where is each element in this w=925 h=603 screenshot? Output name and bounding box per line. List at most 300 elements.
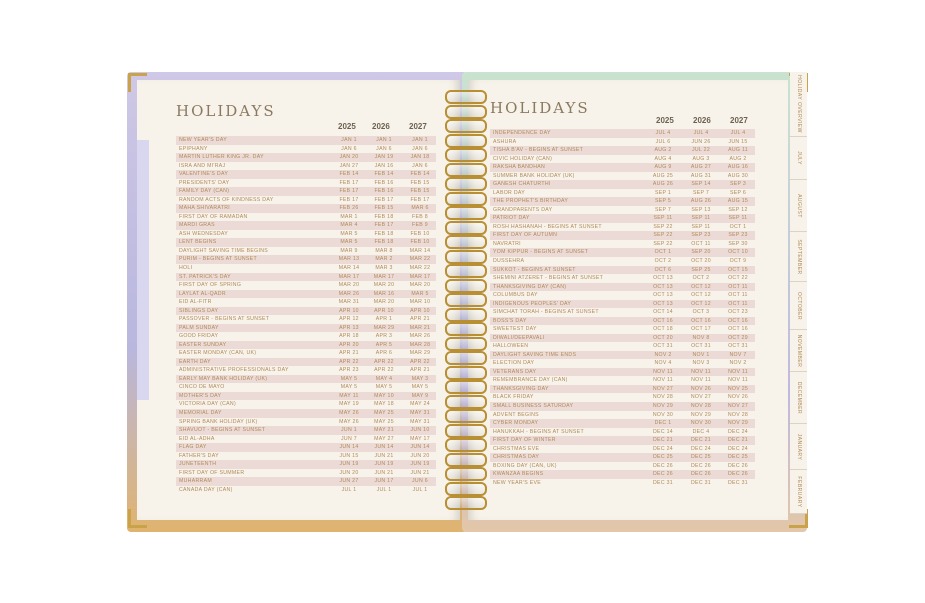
holiday-date-2026: MAR 2	[375, 256, 393, 263]
holiday-date-2026: MAY 5	[375, 384, 393, 391]
holiday-name: FAMILY DAY (CAN)	[179, 188, 230, 195]
holiday-row	[490, 470, 755, 479]
holiday-date-2027: JUN 19	[410, 461, 430, 468]
holiday-date-2027: MAY 31	[410, 418, 430, 425]
holiday-date-2027: NOV 29	[727, 420, 749, 427]
spiral-coil	[445, 206, 487, 220]
holiday-row	[176, 324, 436, 333]
holiday-date-2026: JAN 1	[376, 137, 392, 143]
holiday-date-2025: NOV 29	[652, 403, 674, 409]
holiday-name: REMEMBRANCE DAY (CAN)	[493, 377, 568, 384]
holiday-date-2026: AUG 27	[690, 164, 712, 171]
holiday-name: DUSSEHRA	[493, 257, 525, 264]
holiday-date-2026: OCT 11	[691, 240, 711, 247]
spiral-coil	[445, 192, 487, 206]
holiday-row	[176, 418, 436, 427]
holiday-name: LABOR DAY	[493, 189, 526, 196]
holiday-date-2027: DEC 24	[728, 428, 748, 435]
left-year-3: 2027	[409, 122, 427, 131]
holiday-date-2027: APR 21	[410, 367, 430, 374]
holiday-date-2027: SEP 6	[729, 189, 747, 196]
holiday-row	[490, 231, 755, 240]
holiday-name: SIBLINGS DAY	[179, 307, 219, 314]
holiday-name: INDIGENOUS PEOPLES' DAY	[493, 300, 572, 307]
holiday-row	[490, 445, 755, 454]
holiday-date-2025: OCT 13	[653, 283, 673, 290]
holiday-name: SMALL BUSINESS SATURDAY	[493, 403, 574, 409]
holiday-date-2025: APR 18	[339, 333, 359, 340]
holiday-date-2026: NOV 8	[692, 334, 710, 341]
holiday-date-2026: NOV 26	[690, 385, 712, 392]
holiday-date-2025: MAR 1	[340, 213, 358, 220]
spiral-coil	[445, 366, 487, 380]
holiday-name: MARTIN LUTHER KING JR. DAY	[179, 154, 264, 161]
holiday-name: BOSS'S DAY	[493, 317, 527, 324]
holiday-date-2026: NOV 27	[690, 394, 712, 401]
holiday-date-2025: JUN 1	[341, 427, 357, 434]
holiday-date-2026: SEP 20	[691, 249, 711, 256]
holiday-name: CHRISTMAS EVE	[493, 445, 540, 452]
holiday-date-2026: MAY 27	[374, 435, 394, 442]
right-year-2: 2026	[693, 116, 711, 125]
holiday-name: PATRIOT DAY	[493, 215, 530, 222]
holiday-row	[176, 247, 436, 256]
holiday-date-2025: SEP 22	[653, 223, 673, 230]
holiday-date-2027: DEC 31	[728, 479, 748, 486]
holiday-row	[176, 162, 436, 171]
holiday-date-2025: OCT 20	[653, 334, 673, 341]
holiday-row	[176, 383, 436, 392]
holiday-row	[490, 172, 755, 181]
month-tabs	[790, 72, 808, 517]
holiday-date-2027: MAY 24	[410, 401, 430, 408]
holiday-date-2026: JUL 22	[691, 147, 711, 154]
holiday-date-2025: DEC 25	[653, 454, 673, 461]
holiday-date-2026: JAN 16	[374, 162, 394, 169]
spiral-coil	[445, 351, 487, 365]
holiday-date-2026: FEB 18	[374, 239, 394, 246]
holiday-date-2027: APR 21	[410, 316, 430, 323]
holiday-row	[176, 469, 436, 478]
holiday-date-2026: NOV 11	[691, 377, 711, 384]
holiday-name: ELECTION DAY	[493, 360, 535, 367]
holiday-date-2025: AUG 9	[654, 164, 672, 171]
spiral-coil	[445, 424, 487, 438]
holiday-date-2027: NOV 28	[727, 411, 749, 418]
holiday-row	[490, 453, 755, 462]
holiday-date-2027: MAY 3	[411, 375, 429, 382]
holiday-date-2025: NOV 11	[653, 377, 673, 384]
holiday-date-2026: DEC 25	[691, 454, 711, 461]
holiday-date-2025: DEC 26	[653, 462, 673, 469]
holiday-row	[176, 281, 436, 290]
holiday-name: FIRST DAY OF SUMMER	[179, 469, 245, 476]
holiday-name: LAYLAT AL-QADR	[179, 290, 226, 297]
spiral-coil	[445, 482, 487, 496]
holiday-date-2026: FEB 17	[374, 222, 394, 229]
holiday-row	[490, 308, 755, 317]
holiday-name: DAYLIGHT SAVING TIME BEGINS	[179, 247, 269, 254]
spiral-coil	[445, 308, 487, 322]
holiday-date-2025: JUL 4	[655, 130, 671, 136]
tab-july[interactable]	[790, 137, 807, 180]
spiral-coil	[445, 177, 487, 191]
holiday-date-2026: NOV 11	[691, 368, 711, 375]
holiday-date-2027: JUN 21	[410, 469, 430, 476]
spiral-coil	[445, 105, 487, 119]
holiday-date-2026: MAR 16	[373, 290, 395, 297]
holiday-date-2026: MAY 4	[375, 375, 393, 382]
holiday-date-2026: FEB 18	[374, 230, 394, 237]
holiday-date-2026: SEP 13	[691, 206, 711, 213]
holiday-name: ASHURA	[493, 138, 517, 145]
holiday-name: SIMCHAT TORAH - BEGINS AT SUNSET	[493, 309, 599, 316]
holiday-date-2027: JAN 18	[410, 154, 430, 161]
holiday-date-2026: OCT 20	[691, 257, 711, 264]
holiday-name: ST. PATRICK'S DAY	[179, 273, 231, 280]
holiday-date-2027: MAY 9	[411, 392, 429, 399]
holiday-row	[490, 300, 755, 309]
holiday-row	[490, 342, 755, 351]
holiday-name: NEW YEAR'S EVE	[493, 479, 542, 486]
holiday-name: PASSOVER - BEGINS AT SUNSET	[179, 316, 270, 323]
holiday-name: GOOD FRIDAY	[179, 333, 219, 340]
holiday-date-2026: APR 6	[375, 350, 393, 357]
left-year-2: 2026	[372, 122, 390, 131]
holiday-date-2025: MAR 5	[340, 239, 358, 246]
spiral-coil	[445, 293, 487, 307]
holiday-row	[176, 426, 436, 435]
holiday-date-2025: MAR 9	[340, 247, 358, 254]
spiral-coil	[445, 235, 487, 249]
holiday-date-2025: OCT 6	[654, 266, 672, 273]
holiday-date-2026: NOV 28	[690, 403, 712, 409]
holiday-date-2027: AUG 30	[727, 172, 749, 179]
holiday-name: GRANDPARENTS DAY	[493, 206, 553, 213]
holiday-name: THANKSGIVING DAY (CAN)	[493, 283, 567, 290]
holiday-name: RAKSHA BANDHAN	[493, 164, 546, 171]
holiday-date-2027: MAR 28	[409, 341, 431, 348]
holiday-name: INDEPENDENCE DAY	[493, 130, 551, 136]
tab-january[interactable]	[790, 424, 807, 470]
holiday-date-2025: JUN 7	[341, 435, 357, 442]
holiday-date-2025: NOV 27	[652, 385, 674, 392]
holiday-date-2026: SEP 11	[691, 215, 711, 222]
holiday-date-2025: AUG 4	[654, 155, 672, 162]
holiday-name: KWANZAA BEGINS	[493, 471, 544, 478]
holiday-date-2027: MAR 17	[409, 273, 431, 280]
holiday-row	[176, 230, 436, 239]
holiday-date-2026: SEP 25	[691, 266, 711, 273]
holiday-row	[490, 325, 755, 334]
tab-label: JANUARY	[795, 433, 802, 460]
holiday-date-2026: OCT 12	[691, 300, 711, 307]
holiday-date-2027: OCT 9	[729, 257, 747, 264]
holiday-row	[176, 307, 436, 316]
holiday-date-2025: OCT 2	[654, 257, 672, 264]
holiday-name: ADVENT BEGINS	[493, 411, 539, 418]
holiday-name: PRESIDENTS' DAY	[179, 179, 230, 186]
holiday-date-2025: JUL 6	[655, 138, 671, 145]
holiday-date-2026: DEC 24	[691, 445, 711, 452]
holiday-row	[176, 400, 436, 409]
holiday-name: MARDI GRAS	[179, 222, 215, 229]
holiday-date-2027: FEB 8	[412, 213, 428, 220]
holiday-date-2027: AUG 2	[729, 155, 747, 162]
spiral-coil	[445, 438, 487, 452]
holiday-name: DIWALI/DEEPAVALI	[493, 334, 545, 341]
holiday-date-2027: DEC 25	[728, 454, 748, 461]
holiday-date-2026: FEB 14	[374, 171, 394, 178]
gold-corner-top-left	[128, 73, 147, 92]
holiday-date-2027: SEP 23	[728, 232, 748, 239]
holiday-date-2027: NOV 11	[728, 368, 748, 375]
holiday-date-2026: FEB 15	[374, 205, 394, 212]
holiday-date-2027: FEB 9	[412, 222, 428, 229]
tab-february[interactable]	[790, 470, 807, 514]
holiday-name: CYBER MONDAY	[493, 420, 539, 427]
holiday-date-2027: NOV 11	[728, 377, 748, 384]
holiday-date-2027: MAR 6	[411, 205, 429, 212]
holiday-date-2026: JUN 17	[374, 478, 394, 485]
holiday-date-2026: MAR 17	[373, 273, 395, 280]
holiday-row	[176, 349, 436, 358]
holiday-date-2025: DEC 1	[654, 420, 672, 427]
holiday-date-2027: SEP 30	[728, 240, 748, 247]
holiday-row	[176, 136, 436, 145]
holiday-row	[490, 402, 755, 411]
holiday-name: HANUKKAH - BEGINS AT SUNSET	[493, 428, 584, 435]
holiday-date-2026: NOV 3	[692, 360, 710, 367]
holiday-date-2025: MAR 20	[338, 282, 360, 289]
holiday-name: EPIPHANY	[179, 145, 208, 152]
holiday-row	[176, 298, 436, 307]
tab-label: AUGUST	[795, 193, 802, 218]
holiday-date-2026: MAR 3	[375, 264, 393, 271]
tab-august[interactable]	[790, 180, 807, 232]
holiday-date-2026: FEB 18	[374, 213, 394, 220]
holiday-date-2025: JAN 20	[339, 154, 359, 161]
holiday-row	[176, 409, 436, 418]
tab-label: DECEMBER	[795, 381, 802, 414]
holiday-date-2027: MAR 20	[409, 282, 431, 289]
holiday-date-2025: DEC 21	[653, 437, 673, 444]
holiday-name: NEW YEAR'S DAY	[179, 137, 227, 143]
holiday-date-2025: OCT 13	[653, 275, 673, 282]
holiday-name: FIRST DAY OF RAMADAN	[179, 213, 248, 220]
holiday-name: FIRST DAY OF AUTUMN	[493, 232, 558, 239]
holiday-date-2027: DEC 26	[728, 462, 748, 469]
holiday-date-2025: APR 23	[339, 367, 359, 374]
holiday-row	[490, 257, 755, 266]
holiday-date-2025: MAR 14	[338, 264, 360, 271]
left-year-1: 2025	[338, 122, 356, 131]
holiday-date-2026: JAN 6	[376, 145, 392, 152]
holiday-date-2025: FEB 17	[339, 196, 359, 203]
tab-november[interactable]	[790, 330, 807, 372]
holiday-row	[490, 334, 755, 343]
holiday-date-2027: JAN 1	[412, 137, 428, 143]
holiday-date-2026: JUN 21	[374, 452, 394, 459]
holiday-row	[490, 274, 755, 283]
holiday-name: TISHA B'AV - BEGINS AT SUNSET	[493, 147, 584, 154]
spiral-coil	[445, 264, 487, 278]
left-page-title: HOLIDAYS	[176, 102, 276, 120]
holiday-date-2025: DEC 26	[653, 471, 673, 478]
tab-label: HOLIDAY OVERVIEW	[795, 75, 802, 133]
holiday-name: EID AL-ADHA	[179, 435, 215, 442]
holiday-date-2026: MAR 20	[373, 299, 395, 306]
holiday-date-2027: FEB 15	[410, 188, 430, 195]
holiday-date-2026: JUN 14	[374, 444, 394, 451]
holiday-name: HOLI	[179, 264, 193, 271]
holiday-row	[490, 146, 755, 155]
holiday-date-2025: DEC 14	[653, 428, 673, 435]
holiday-date-2026: APR 10	[374, 307, 394, 314]
holiday-date-2027: FEB 15	[410, 179, 430, 186]
holiday-date-2027: JUN 10	[410, 427, 430, 434]
holiday-date-2027: MAR 29	[409, 350, 431, 357]
holiday-date-2026: NOV 30	[690, 420, 712, 427]
tab-label: NOVEMBER	[795, 334, 802, 367]
holiday-name: YOM KIPPUR - BEGINS AT SUNSET	[493, 249, 589, 256]
holiday-date-2027: DEC 24	[728, 445, 748, 452]
holiday-date-2025: MAR 13	[338, 256, 360, 263]
holiday-date-2025: SEP 7	[654, 206, 672, 213]
spiral-coil	[445, 134, 487, 148]
holiday-date-2025: OCT 1	[654, 249, 672, 256]
tab-holiday-overview[interactable]	[790, 72, 807, 137]
holiday-name: EASTER MONDAY (CAN, UK)	[179, 350, 257, 357]
holiday-name: ISRA AND MI'RAJ	[179, 162, 226, 169]
holiday-date-2027: OCT 10	[728, 249, 748, 256]
holiday-name: SHEMINI ATZERET - BEGINS AT SUNSET	[493, 275, 604, 282]
spiral-coil	[445, 496, 487, 510]
tab-label: FEBRUARY	[795, 475, 802, 508]
holiday-date-2025: SEP 22	[653, 240, 673, 247]
holiday-date-2026: NOV 1	[692, 351, 710, 358]
holiday-date-2027: MAY 5	[411, 384, 429, 391]
tab-september[interactable]	[790, 232, 807, 282]
holiday-row	[176, 332, 436, 341]
holiday-date-2025: OCT 18	[653, 326, 673, 333]
holiday-row	[176, 392, 436, 401]
holiday-date-2025: APR 21	[339, 350, 359, 357]
holiday-row	[176, 238, 436, 247]
holiday-date-2027: MAR 22	[409, 264, 431, 271]
holiday-date-2026: MAR 29	[373, 324, 395, 331]
holiday-date-2026: OCT 12	[691, 292, 711, 299]
holiday-date-2027: OCT 1	[729, 223, 747, 230]
holiday-date-2027: MAR 14	[409, 247, 431, 254]
tab-october[interactable]	[790, 282, 807, 330]
holiday-name: FIRST DAY OF SPRING	[179, 282, 242, 289]
holiday-row	[176, 273, 436, 282]
holiday-row	[490, 317, 755, 326]
holiday-date-2026: AUG 3	[692, 155, 710, 162]
holiday-date-2027: JUL 4	[730, 130, 746, 136]
holiday-date-2027: APR 22	[410, 358, 430, 365]
holiday-date-2026: MAY 25	[374, 418, 394, 425]
tab-label: JULY	[795, 151, 802, 165]
holiday-date-2027: NOV 25	[727, 385, 749, 392]
holiday-date-2027: SEP 11	[728, 215, 748, 222]
holiday-date-2027: NOV 2	[729, 360, 747, 367]
holiday-row	[176, 221, 436, 230]
holiday-row	[490, 155, 755, 164]
holiday-row	[176, 213, 436, 222]
holiday-date-2027: MAR 26	[409, 333, 431, 340]
holiday-date-2026: APR 1	[375, 316, 393, 323]
holiday-date-2025: JAN 1	[341, 137, 357, 143]
spiral-coil	[445, 380, 487, 394]
holiday-name: PURIM - BEGINS AT SUNSET	[179, 256, 257, 263]
holiday-date-2027: JAN 6	[412, 162, 428, 169]
holiday-name: PALM SUNDAY	[179, 324, 219, 331]
holiday-row	[490, 479, 755, 488]
holiday-date-2026: OCT 31	[691, 343, 711, 350]
gold-corner-bottom-left	[128, 509, 147, 528]
holiday-date-2026: MAY 10	[374, 392, 394, 399]
holiday-date-2026: MAY 25	[374, 410, 394, 416]
holiday-row	[490, 180, 755, 189]
holiday-row	[176, 290, 436, 299]
holiday-name: CHRISTMAS DAY	[493, 454, 540, 461]
tab-label: SEPTEMBER	[795, 238, 802, 275]
holiday-name: FLAG DAY	[179, 444, 207, 451]
holiday-name: JUNETEENTH	[179, 461, 217, 468]
holiday-date-2025: SEP 22	[653, 232, 673, 239]
holiday-date-2026: OCT 16	[691, 317, 711, 324]
holiday-name: SUMMER BANK HOLIDAY (UK)	[493, 172, 575, 179]
holiday-row	[176, 460, 436, 469]
holiday-date-2026: SEP 23	[691, 232, 711, 239]
holiday-date-2027: DEC 21	[728, 437, 748, 444]
holiday-date-2026: MAY 18	[374, 401, 394, 408]
holiday-date-2027: NOV 7	[729, 351, 747, 358]
holiday-row	[176, 170, 436, 179]
holiday-date-2025: MAY 19	[339, 401, 359, 408]
spiral-coil	[445, 322, 487, 336]
holiday-date-2027: APR 10	[410, 307, 430, 314]
holiday-row	[176, 153, 436, 162]
holiday-date-2027: FEB 17	[410, 196, 430, 203]
holiday-date-2025: MAR 26	[338, 290, 360, 297]
holiday-name: ADMINISTRATIVE PROFESSIONALS DAY	[179, 367, 289, 374]
holiday-name: SWEETEST DAY	[493, 326, 537, 333]
holiday-row	[176, 486, 436, 495]
holiday-date-2027: MAR 5	[411, 290, 429, 297]
holiday-row	[176, 366, 436, 375]
spiral-coil	[445, 453, 487, 467]
holiday-date-2025: JUN 15	[339, 452, 359, 459]
holiday-date-2025: FEB 17	[339, 179, 359, 186]
spiral-coil	[445, 467, 487, 481]
right-year-1: 2025	[656, 116, 674, 125]
holiday-date-2026: APR 5	[375, 341, 393, 348]
holiday-date-2027: OCT 16	[728, 317, 748, 324]
tab-label: OCTOBER	[795, 291, 802, 320]
holiday-date-2025: NOV 30	[652, 411, 674, 418]
left-edge-strip	[137, 140, 149, 400]
holiday-date-2027: OCT 23	[728, 309, 748, 316]
holiday-row	[176, 145, 436, 154]
holiday-date-2025: MAR 17	[338, 273, 360, 280]
holiday-row	[490, 393, 755, 402]
tab-december[interactable]	[790, 372, 807, 424]
holiday-date-2025: JAN 6	[341, 145, 357, 152]
holiday-row	[176, 452, 436, 461]
